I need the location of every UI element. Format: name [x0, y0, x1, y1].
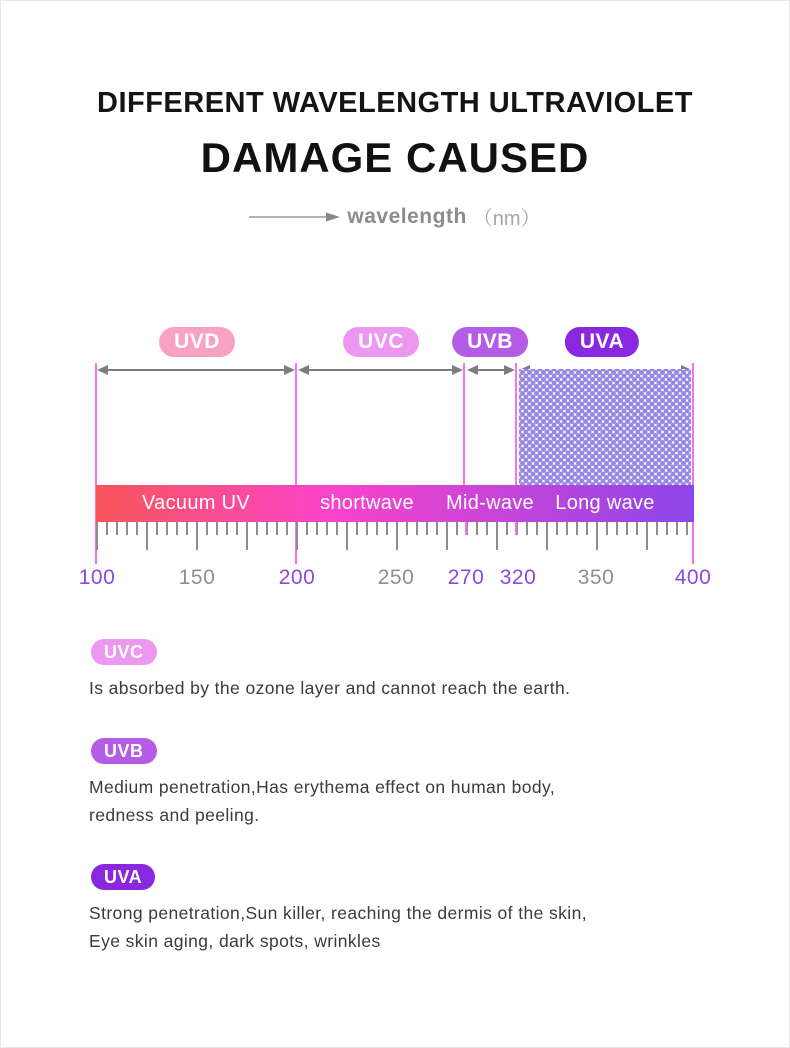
- ruler-tick-270: [465, 522, 467, 535]
- wavelength-axis-header: [1, 202, 789, 231]
- desc-line: Eye skin aging, dark spots, wrinkles: [89, 931, 381, 951]
- scale-tick-label: 270: [447, 566, 485, 589]
- band-badge-uvb: UVB: [452, 327, 528, 357]
- desc-line: Medium penetration,Has erythema effect on human body,: [89, 777, 556, 797]
- desc-text-uvb: [89, 773, 555, 829]
- scale-tick-label: 100: [78, 566, 116, 589]
- bar-label-vacuum-uv: Vacuum UV: [142, 492, 250, 514]
- range-arrow-uvd: [97, 364, 295, 376]
- desc-text-uva: [89, 899, 587, 955]
- desc-text-uvc: [89, 674, 570, 702]
- desc-badge-uvb: UVB: [91, 738, 157, 764]
- scale-tick-label: 320: [499, 566, 537, 589]
- ruler-tick-320: [515, 522, 517, 535]
- scale-tick-label: 200: [278, 566, 316, 589]
- scale-tick-label: 150: [178, 566, 216, 589]
- range-arrow-uvb: [467, 364, 515, 376]
- page-title-line2: DAMAGE CAUSED: [200, 134, 590, 181]
- desc-line: redness and peeling.: [89, 805, 260, 825]
- guide-line-270: [463, 363, 465, 485]
- scale-tick-label: 250: [377, 566, 415, 589]
- spectrum-bar: [96, 485, 694, 522]
- scale-tick-label: 400: [674, 566, 712, 589]
- band-badge-uvd: UVD: [159, 327, 235, 357]
- desc-badge-uva: UVA: [91, 864, 155, 890]
- desc-line: Strong penetration,Sun killer, reaching the dermis of the skin,: [89, 903, 587, 923]
- uva-dotted-region: [519, 369, 691, 485]
- right-arrow-icon: [249, 211, 341, 223]
- scale-ruler: [96, 522, 696, 550]
- range-arrow-uvc: [298, 364, 463, 376]
- bar-label-shortwave: shortwave: [320, 492, 414, 514]
- band-badge-uva: UVA: [565, 327, 639, 357]
- axis-unit: （nm）: [472, 208, 541, 230]
- band-badge-uvc: UVC: [343, 327, 419, 357]
- desc-badge-uvc: UVC: [91, 639, 157, 665]
- guide-line-320: [515, 363, 517, 485]
- bar-label-mid-wave: Mid-wave: [446, 492, 534, 514]
- axis-label: wavelength: [347, 204, 467, 228]
- desc-line: Is absorbed by the ozone layer and cannot reach the earth.: [89, 678, 571, 698]
- scale-tick-label: 350: [577, 566, 615, 589]
- bar-label-long-wave: Long wave: [555, 492, 655, 514]
- page-title-line1: DIFFERENT WAVELENGTH ULTRAVIOLET: [97, 87, 693, 119]
